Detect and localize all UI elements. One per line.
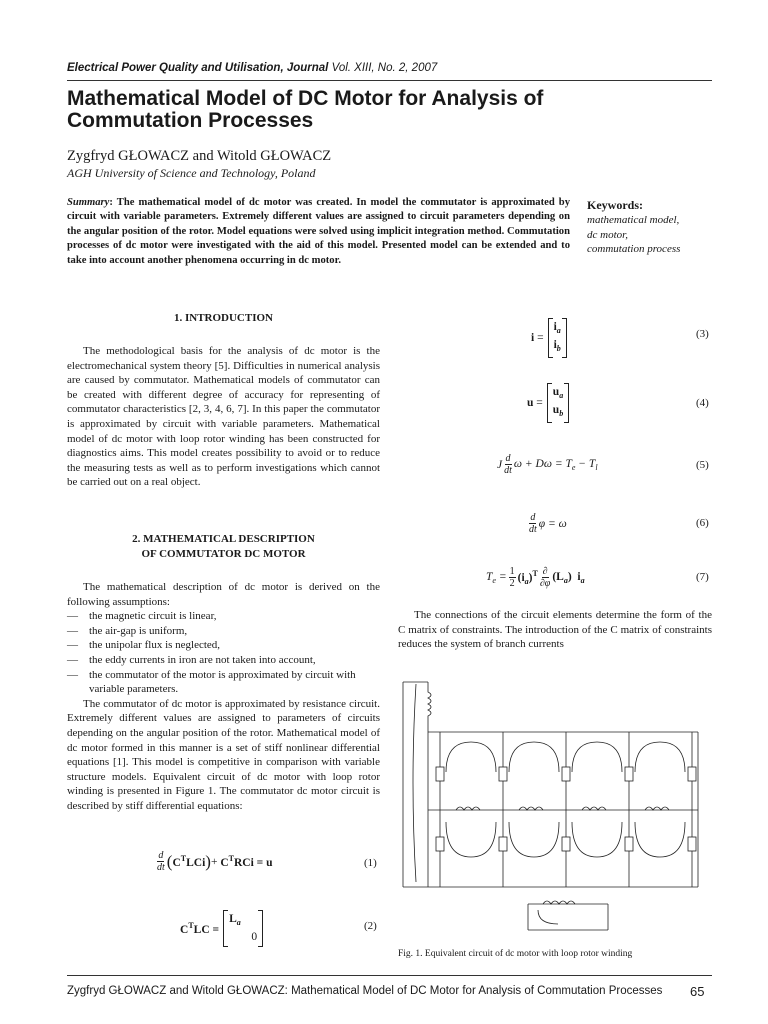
assumption-item: — the unipolar flux is neglected,: [67, 639, 221, 652]
equation-5-number: (5): [696, 459, 709, 471]
journal-name: Electrical Power Quality and Utilisation, Journal: [67, 62, 329, 74]
footer-rule: [67, 975, 712, 976]
circuit-figure: [398, 672, 714, 942]
assumption-item: — the magnetic circuit is linear,: [67, 610, 217, 623]
journal-header: [67, 62, 437, 74]
equation-3-number: (3): [696, 328, 709, 340]
equation-4-number: (4): [696, 397, 709, 409]
keyword-item: commutation process: [587, 243, 681, 255]
header-rule: [67, 80, 712, 81]
assumptions-list: [67, 609, 380, 697]
assumption-item: — the commutator of the motor is approximated by circuit with variable parameters.: [67, 668, 356, 696]
equation-4: u = $u_a$ $u_b$: [527, 383, 569, 423]
section1-heading: 1. INTRODUCTION: [173, 312, 273, 324]
equation-6: $\frac{d}{dt}$ φ = ω: [529, 512, 567, 535]
right-paragraph: The connections of the circuit elements determine the form of the C matrix of constraints. The introduction of the C matrix of constraints reduces the system of branch currents: [398, 609, 712, 651]
section1-paragraph: The methodological basis for the analysis of dc motor is the electromechanical system theory [5]. Difficulties in numerical analysis are caused by commutator. Mathematical models of commutator can be created with different degree of accuracy for representing of commutator characteristics [2, 3, 4, 6, 7]. In this paper the commutator is approximated by circuit with variable parameters. Mathematical model of dc motor with loop rotor winding has been constructed for diagnostics aims. This model creates possibility to avoid or to reduce the measuring tests as well as to perform investigations which cannot be carried out on a real object.: [67, 345, 380, 489]
section2-intro: The mathematical description of dc motor is derived on the following assumptions:: [67, 581, 380, 608]
figure-caption: Fig. 1. Equivalent circuit of dc motor with loop rotor winding: [398, 949, 633, 959]
journal-volume: Vol. XIII, No. 2, 2007: [331, 62, 438, 74]
equation-7: $T_e$ = $\frac{1}{2}$ $(i_a)^T$ $\frac{\partial}{\partial\varphi}$ $(L_a)$ $i_a$: [486, 566, 585, 589]
equation-3: i = $i_a$ $i_b$: [531, 318, 567, 358]
keywords-list: [587, 213, 680, 257]
summary-label: Summary: [67, 197, 110, 208]
equation-5: J $\frac{d}{dt}$ $\omega + D\omega = T_e - T_l$: [497, 453, 598, 476]
section2-heading-line2: OF COMMUTATOR DC MOTOR: [141, 548, 306, 560]
keyword-item: mathematical model,: [587, 214, 680, 226]
equation-7-number: (7): [696, 571, 709, 583]
assumption-item: — the eddy currents in iron are not taken into account,: [67, 653, 316, 666]
summary-text: : The mathematical model of dc motor was created. In model the commutator is approximated by circuit with variable parameters. Extremely different values are assigned to circuit parameters depending on the angular position of the rotor. Model equations were solved using implicit integration method. Commutation processes of dc motor were investigated with the aid of this model. Presented model can be extended and to take into account another phenomena occurring in dc motor.: [67, 197, 570, 266]
equation-1: $\frac{d}{dt}$ ( $C^TLCi$ ) + $C^TRCi = u$: [157, 850, 273, 873]
section-math-description: [67, 532, 380, 814]
summary: [67, 196, 570, 268]
equation-2: $C^TLC$ = $L_a$ 0: [180, 910, 263, 947]
keyword-item: dc motor,: [587, 228, 628, 241]
footer-text: Zygfryd GŁOWACZ and Witold GŁOWACZ: Mathematical Model of DC Motor for Analysis of Commutation Processes: [67, 985, 663, 997]
equation-1-number: (1): [364, 857, 377, 869]
affiliation: AGH University of Science and Technology, Poland: [67, 166, 316, 180]
equation-2-number: (2): [364, 920, 377, 932]
authors: Zygfryd GŁOWACZ and Witold GŁOWACZ: [67, 148, 332, 164]
assumption-item: — the air-gap is uniform,: [67, 624, 188, 637]
section-introduction: [67, 311, 380, 490]
page-number: 65: [690, 984, 705, 999]
right-column-text: [398, 608, 712, 652]
keywords-heading: Keywords:: [587, 198, 643, 212]
paper-title: Mathematical Model of DC Motor for Analysis of Commutation Processes: [67, 87, 544, 132]
section2-paragraph: The commutator of dc motor is approximated by resistance circuit. Extremely different values are assigned to parameters of circuits depending on the angular position of the rotor. Mathematical model of dc motor formed in this manner is a set of stiff nonlinear differential equations [1]. This model is competitive in comparison with variable structure models. Equivalent circuit of dc motor with loop rotor winding is presented in Figure 1. The commutator dc motor circuit is described by stiff differential equations:: [67, 697, 380, 812]
equation-6-number: (6): [696, 517, 709, 529]
section2-heading-line1: 2. MATHEMATICAL DESCRIPTION: [132, 533, 315, 545]
